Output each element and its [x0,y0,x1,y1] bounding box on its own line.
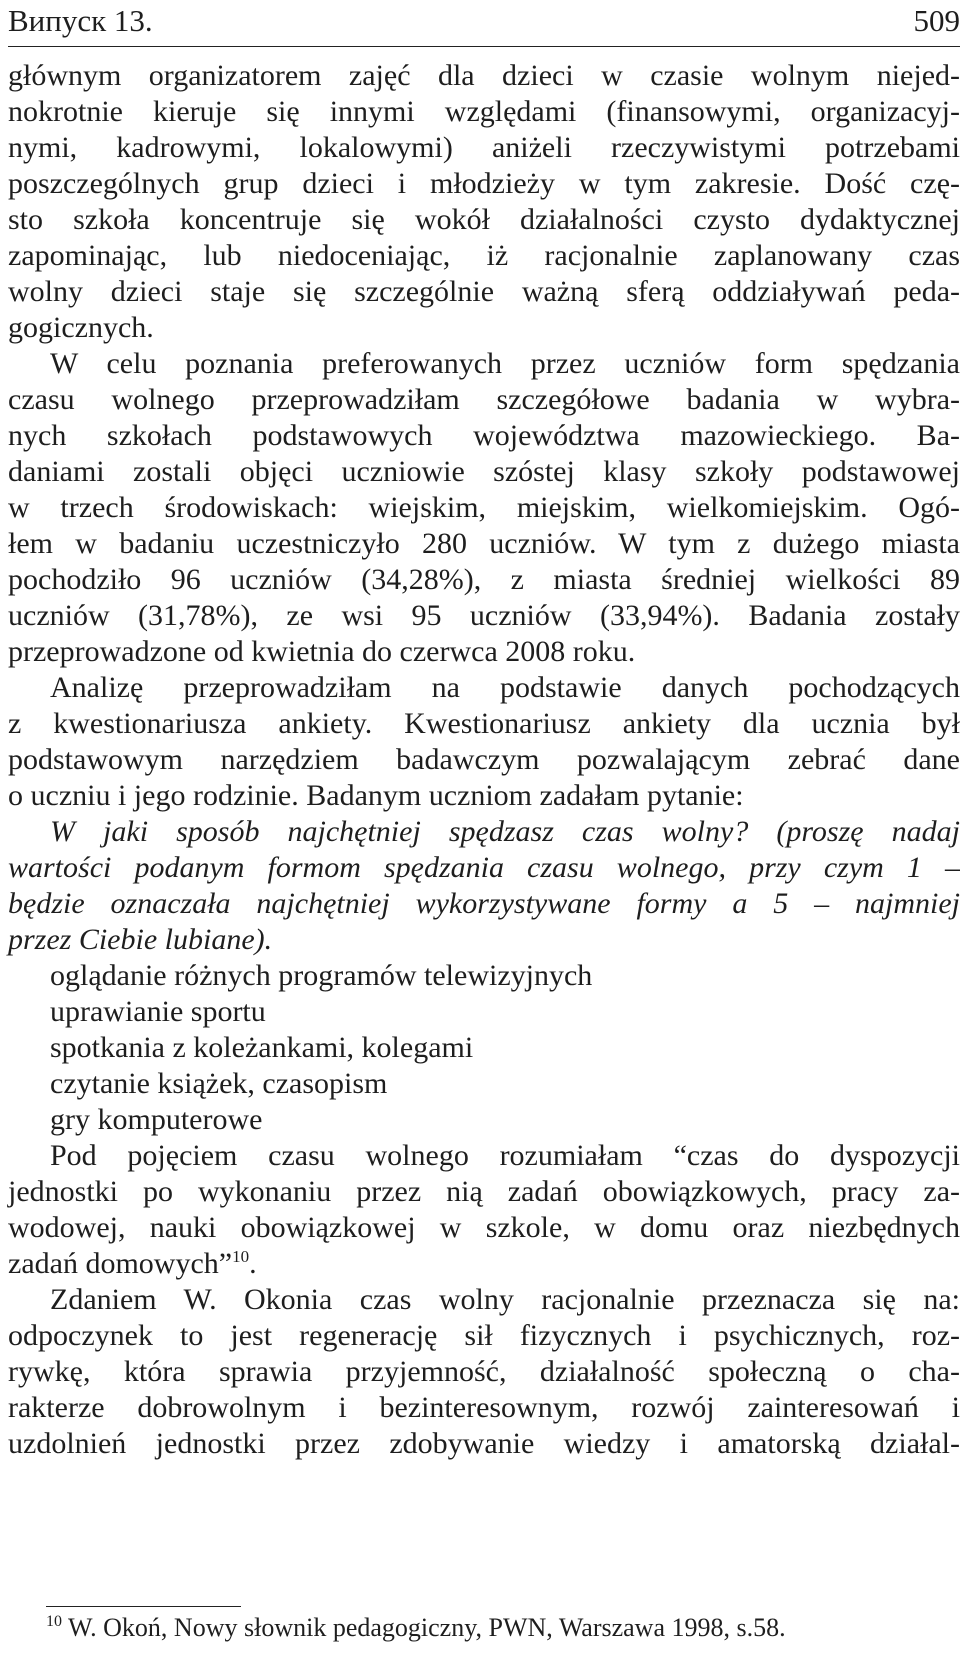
text-line-content: rywkę, która sprawia przyjemność, działalność społeczną o cha- [8,1355,960,1388]
text-line [8,562,960,598]
text-line [8,958,960,994]
text-line [8,1030,960,1066]
text-line-content: Analizę przeprowadziłam na podstawie danych pochodzących [50,671,960,704]
text-line [8,346,960,382]
footnote-text: W. Okoń, Nowy słownik pedagogiczny, PWN, Warszawa 1998, s.58. [68,1613,786,1642]
text-line [8,1210,960,1246]
text-line [8,886,960,922]
text-line [8,130,960,166]
text-line [8,778,960,814]
text-line-content: poszczególnych grup dzieci i młodzieży w tym zakresie. Dość czę- [8,167,960,200]
text-line-content: daniami zostali objęci uczniowie szóstej klasy szkoły podstawowej [8,455,960,488]
text-line-content: zadań domowych” [8,1247,233,1280]
footnote-rule [46,1606,241,1607]
text-line [8,526,960,562]
text-line-content: gogicznych. [8,311,154,344]
text-line-content: wodowej, nauki obowiązkowej w szkole, w domu oraz niezbędnych [8,1211,960,1244]
text-line [8,1102,960,1138]
issue-label: Випуск 13. [8,3,153,38]
text-line-content: przeprowadzone od kwietnia do czerwca 2008 roku. [8,635,636,668]
text-line [8,202,960,238]
text-line-content: odpoczynek to jest regenerację sił fizycznych i psychicznych, roz- [8,1319,960,1352]
text-line-content: uzdolnień jednostki przez zdobywanie wiedzy i amatorską działal- [8,1427,960,1460]
text-line-content: rakterze dobrowolnym i bezinteresownym, rozwój zainteresowań i [8,1391,960,1424]
text-line [8,670,960,706]
text-line-content: wartości podanym formom spędzania czasu wolnego, przy czym 1 – [8,851,960,884]
text-line-content: Zdaniem W. Okonia czas wolny racjonalnie przeznacza się na: [50,1283,960,1316]
text-line [8,922,960,958]
text-line [8,1318,960,1354]
text-line-tail: . [249,1247,257,1280]
text-line [8,850,960,886]
footnote-reference: 10 [232,1247,250,1266]
text-line-content: nych szkołach podstawowych województwa mazowieckiego. Ba- [8,419,960,452]
text-line-content: przez Ciebie lubiane). [8,923,273,956]
text-line [8,310,960,346]
text-line [8,706,960,742]
text-line-content: uprawianie sportu [50,995,266,1028]
page-number: 509 [913,3,960,38]
text-line-content: czasu wolnego przeprowadziłam szczegółowe badania w wybra- [8,383,960,416]
text-line [8,634,960,670]
body-text [8,58,960,1462]
text-line-content: spotkania z koleżankami, kolegami [50,1031,474,1064]
text-line [8,1390,960,1426]
text-line-content: będzie oznaczała najchętniej wykorzystywane formy a 5 – najmniej [8,887,960,920]
text-line [8,166,960,202]
text-line [8,994,960,1030]
text-line-content: łem w badaniu uczestniczyło 280 uczniów. W tym z dużego miasta [8,527,960,560]
text-line-content: W celu poznania preferowanych przez uczniów form spędzania [50,347,960,380]
text-line-content: zapominając, lub niedoceniając, iż racjonalnie zaplanowany czas [8,239,960,272]
text-line-content: podstawowym narzędziem badawczym pozwalającym zebrać dane [8,743,960,776]
text-line-content: gry komputerowe [50,1103,263,1136]
footnote [46,1612,960,1644]
text-line-content: W jaki sposób najchętniej spędzasz czas wolny? (proszę nadaj [50,815,960,848]
text-line [8,1282,960,1318]
text-line [8,382,960,418]
text-line [8,94,960,130]
text-line [8,1426,960,1462]
text-line-content: głównym organizatorem zajęć dla dzieci w czasie wolnym niejed- [8,59,960,92]
text-line-content: czytanie książek, czasopism [50,1067,388,1100]
text-line [8,490,960,526]
text-line-content: sto szkoła koncentruje się wokół działalności czysto dydaktycznej [8,203,960,236]
text-line [8,1354,960,1390]
running-header [8,2,960,47]
text-line [8,1138,960,1174]
text-line [8,418,960,454]
text-line-content: nokrotnie kieruje się innymi względami (finansowymi, organizacyj- [8,95,960,128]
text-line [8,274,960,310]
text-line [8,454,960,490]
text-line [8,58,960,94]
text-line-content: uczniów (31,78%), ze wsi 95 uczniów (33,94%). Badania zostały [8,599,960,632]
text-line-content: o uczniu i jego rodzinie. Badanym uczniom zadałam pytanie: [8,779,744,812]
text-line [8,238,960,274]
text-line-content: nymi, kadrowymi, lokalowymi) aniżeli rzeczywistymi potrzebami [8,131,960,164]
text-line-content: Pod pojęciem czasu wolnego rozumiałam “czas do dyspozycji [50,1139,960,1172]
text-line [8,1066,960,1102]
text-line [8,598,960,634]
text-line [8,1246,960,1282]
text-line-content: z kwestionariusza ankiety. Kwestionariusz ankiety dla ucznia był [8,707,960,740]
text-line-content: oglądanie różnych programów telewizyjnych [50,959,593,992]
text-line-content: w trzech środowiskach: wiejskim, miejskim, wielkomiejskim. Ogó- [8,491,960,524]
text-line-content: wolny dzieci staje się szczególnie ważną sferą oddziaływań peda- [8,275,960,308]
text-line [8,742,960,778]
text-line-content: jednostki po wykonaniu przez nią zadań obowiązkowych, pracy za- [8,1175,960,1208]
text-line [8,1174,960,1210]
text-line-content: pochodziło 96 uczniów (34,28%), z miasta średniej wielkości 89 [8,563,960,596]
footnote-number: 10 [46,1613,62,1631]
text-line [8,814,960,850]
